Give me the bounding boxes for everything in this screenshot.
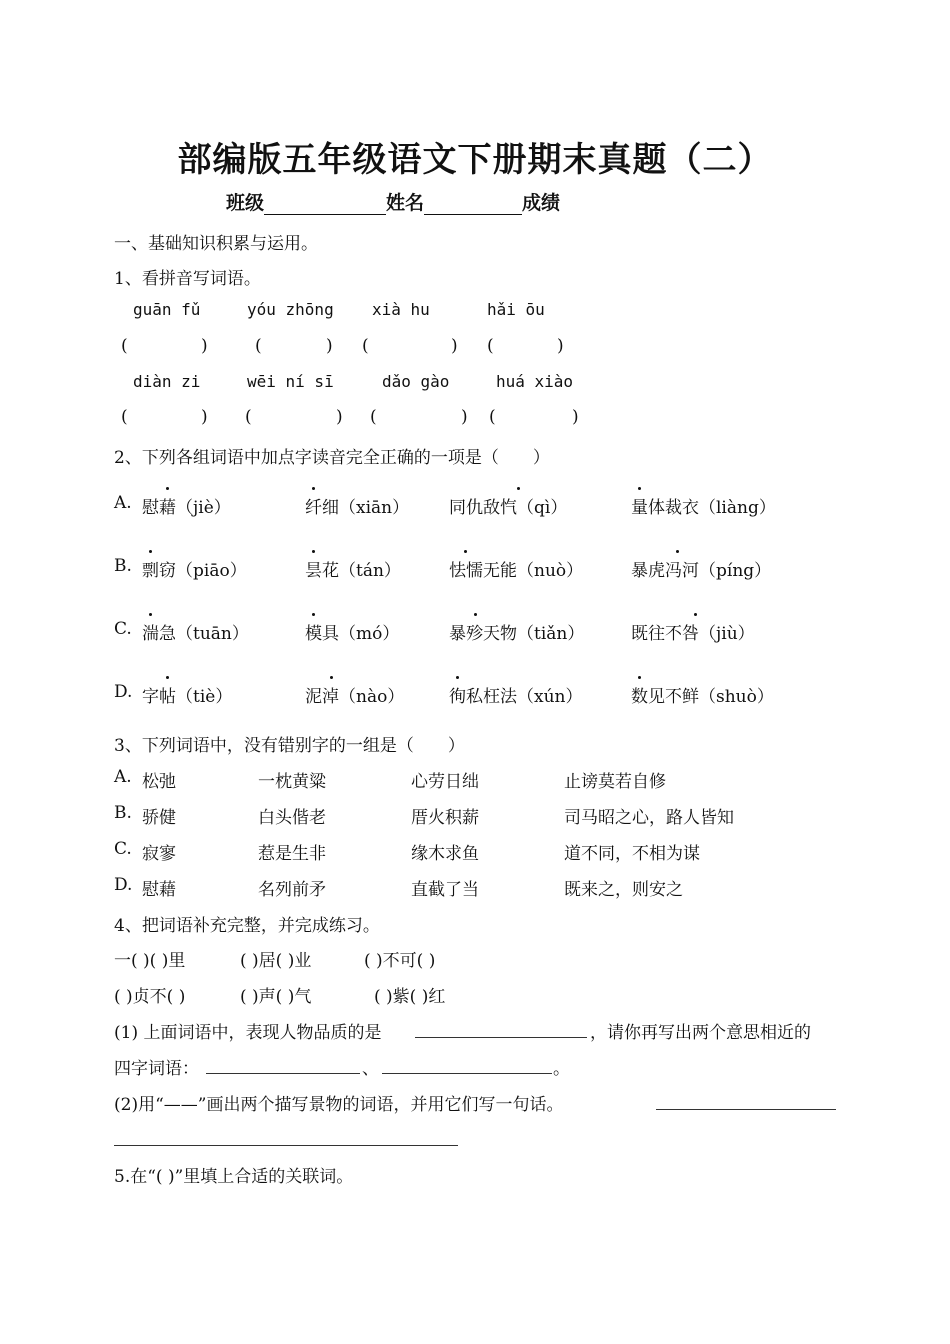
option-item: 字帖（tiè） (142, 687, 233, 707)
pinyin-7: dǎo gào (382, 372, 450, 391)
q4-sub1-text: (1) 上面词语中，表现人物品质的是 (114, 1023, 382, 1043)
option-item: 湍急（tuān） (142, 624, 249, 644)
option-item: 直截了当 (411, 880, 479, 900)
pinyin-8: huá xiào (496, 372, 574, 391)
emphasis-dot (464, 550, 467, 553)
option-label: D. (114, 875, 133, 895)
name-blank[interactable] (424, 194, 522, 215)
idiom-blank: ( )不可( ) (364, 951, 436, 971)
option-item: 慰藉（jiè） (142, 498, 231, 518)
emphasis-dot (149, 550, 152, 553)
option-item: 缘木求鱼 (411, 844, 479, 864)
option-item: 数见不鲜（shuò） (631, 687, 774, 707)
q4-sub1-text-3: 四字词语： (114, 1059, 199, 1079)
answer-box-open: ( (487, 336, 494, 356)
score-label: 成绩 (522, 192, 561, 214)
option-item: 司马昭之心，路人皆知 (564, 808, 734, 828)
answer-line[interactable] (382, 1060, 552, 1074)
emphasis-dot (474, 613, 477, 616)
answer-box-open: ( (245, 407, 252, 427)
answer-line[interactable] (656, 1096, 836, 1110)
answer-box-open: ( (121, 336, 128, 356)
answer-box-open: ( (121, 407, 128, 427)
answer-box-open: ( (362, 336, 369, 356)
answer-box-open: ( (255, 336, 262, 356)
pinyin-2: yóu zhōng (247, 300, 334, 319)
option-item: 徇私枉法（xún） (449, 687, 583, 707)
emphasis-dot (166, 487, 169, 490)
option-item: 纤细（xiān） (305, 498, 410, 518)
emphasis-dot (676, 550, 679, 553)
idiom-blank: ( )声( )气 (240, 987, 312, 1007)
option-item: 道不同，不相为谋 (564, 844, 700, 864)
answer-line[interactable] (114, 1132, 458, 1146)
class-blank[interactable] (264, 194, 386, 215)
answer-box-close: ) (572, 407, 579, 427)
q4-sub1-text-2: ，请你再写出两个意思相近的 (590, 1023, 811, 1043)
option-label: B. (114, 556, 132, 576)
option-item: 泥淖（nào） (305, 687, 405, 707)
option-item: 白头偕老 (258, 808, 326, 828)
option-item: 止谤莫若自修 (564, 772, 666, 792)
question-1-text: 1、看拼音写词语。 (114, 269, 261, 289)
pinyin-4: hǎi ōu (487, 300, 545, 319)
answer-box-close: ) (557, 336, 564, 356)
pinyin-6: wēi ní sī (247, 372, 334, 391)
answer-box-close: ) (201, 407, 208, 427)
option-item: 骄健 (142, 808, 176, 828)
option-item: 怯懦无能（nuò） (449, 561, 584, 581)
option-label: A. (114, 493, 132, 513)
emphasis-dot (330, 676, 333, 679)
option-item: 一枕黄粱 (258, 772, 326, 792)
option-item: 同仇敌忾（qì） (449, 498, 568, 518)
emphasis-dot (638, 487, 641, 490)
emphasis-dot (149, 613, 152, 616)
student-info-line (226, 188, 560, 215)
answer-box-open: ( (370, 407, 377, 427)
emphasis-dot (517, 487, 520, 490)
emphasis-dot (694, 613, 697, 616)
option-label: C. (114, 619, 132, 639)
period: 。 (553, 1059, 570, 1079)
answer-line[interactable] (415, 1024, 587, 1038)
option-label: D. (114, 682, 133, 702)
idiom-blank: ( )紫( )红 (374, 987, 446, 1007)
option-item: 松弛 (142, 772, 176, 792)
separator: 、 (362, 1059, 379, 1079)
page-title: 部编版五年级语文下册期末真题（二） (177, 140, 773, 180)
answer-line[interactable] (206, 1060, 360, 1074)
option-item: 寂寥 (142, 844, 176, 864)
answer-box-close: ) (201, 336, 208, 356)
option-item: 名列前矛 (258, 880, 326, 900)
question-2-text: 2、下列各组词语中加点字读音完全正确的一项是（ ） (114, 448, 550, 468)
emphasis-dot (312, 613, 315, 616)
answer-box-close: ) (326, 336, 333, 356)
emphasis-dot (312, 550, 315, 553)
answer-box-close: ) (336, 407, 343, 427)
option-item: 厝火积薪 (411, 808, 479, 828)
option-item: 惹是生非 (258, 844, 326, 864)
q4-sub2-text: (2)用“——”画出两个描写景物的词语，并用它们写一句话。 (114, 1095, 564, 1115)
option-label: A. (114, 767, 132, 787)
option-item: 心劳日绌 (411, 772, 479, 792)
emphasis-dot (312, 487, 315, 490)
emphasis-dot (166, 676, 169, 679)
answer-box-close: ) (461, 407, 468, 427)
option-item: 暴殄天物（tiǎn） (449, 624, 585, 644)
pinyin-5: diàn zi (133, 372, 201, 391)
answer-box-close: ) (451, 336, 458, 356)
pinyin-1: guān fǔ (133, 300, 201, 319)
class-label: 班级 (226, 192, 265, 214)
section-heading: 一、基础知识积累与运用。 (114, 234, 318, 254)
question-5-text: 5.在“( )”里填上合适的关联词。 (114, 1167, 354, 1187)
answer-box-open: ( (489, 407, 496, 427)
option-label: C. (114, 839, 132, 859)
idiom-blank: ( )居( )业 (240, 951, 312, 971)
option-item: 暴虎冯河（píng） (631, 561, 772, 581)
question-3-text: 3、下列词语中，没有错别字的一组是（ ） (114, 736, 465, 756)
option-item: 既来之，则安之 (564, 880, 683, 900)
option-item: 昙花（tán） (305, 561, 401, 581)
option-label: B. (114, 803, 132, 823)
pinyin-3: xià hu (372, 300, 430, 319)
question-4-text: 4、把词语补充完整，并完成练习。 (114, 916, 380, 936)
option-item: 量体裁衣（liàng） (631, 498, 776, 518)
option-item: 慰藉 (142, 880, 176, 900)
emphasis-dot (456, 676, 459, 679)
name-label: 姓名 (386, 192, 425, 214)
option-item: 剽窃（piāo） (142, 561, 247, 581)
option-item: 模具（mó） (305, 624, 400, 644)
idiom-blank: ( )贞不( ) (114, 987, 186, 1007)
idiom-blank: 一( )( )里 (114, 951, 186, 971)
option-item: 既往不咎（jiù） (631, 624, 755, 644)
emphasis-dot (638, 676, 641, 679)
